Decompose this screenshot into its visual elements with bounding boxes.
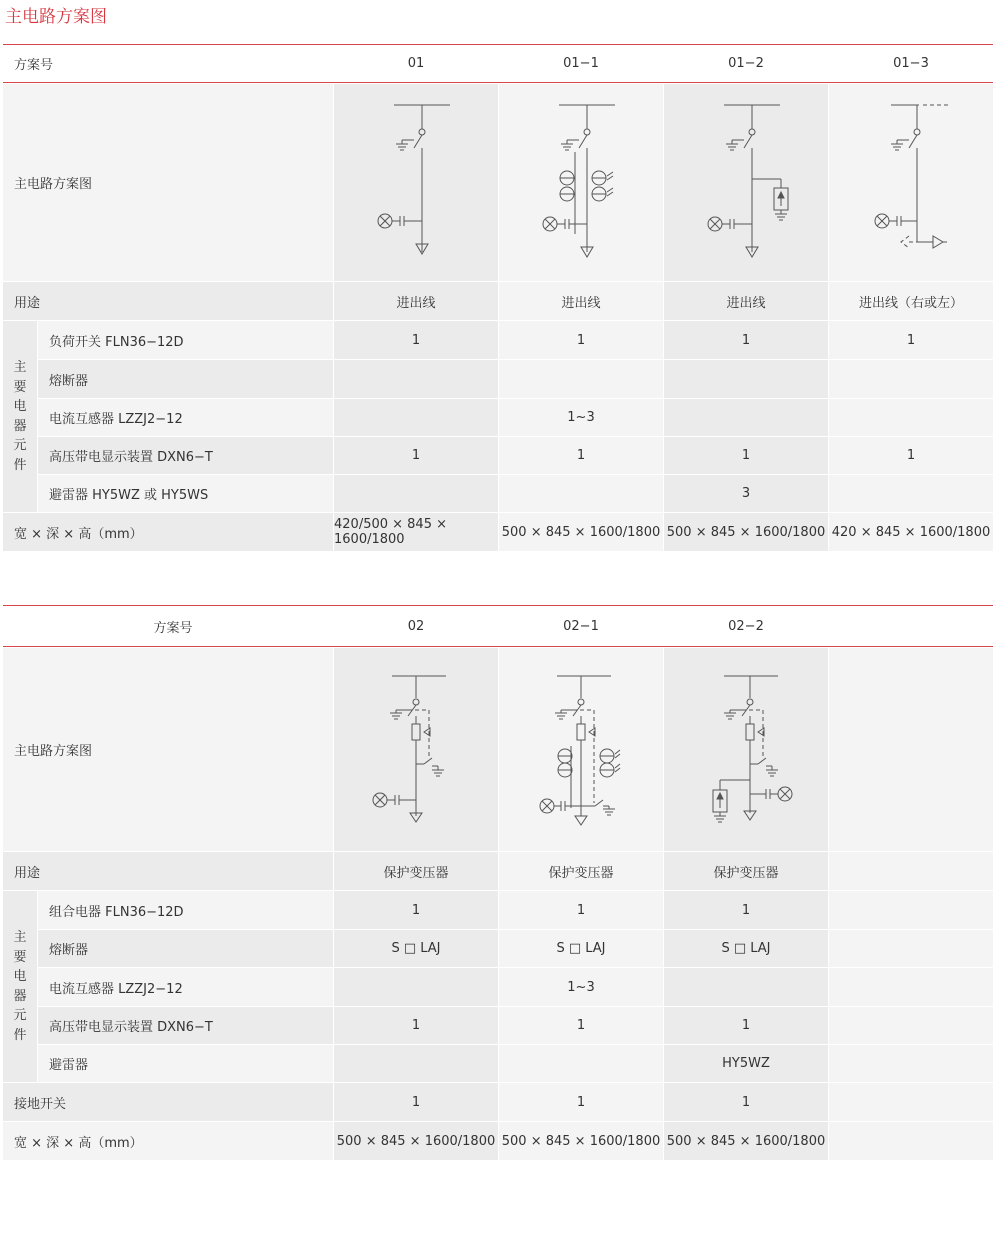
size-value: 500 × 845 × 1600/1800 xyxy=(664,1122,828,1160)
component-name: 避雷器 xyxy=(38,1045,333,1082)
component-row xyxy=(3,475,993,512)
circuit-diagram-01-1 xyxy=(499,84,663,281)
scheme-number: 02 xyxy=(407,618,425,634)
size-value xyxy=(829,1122,993,1160)
component-row xyxy=(3,1045,993,1082)
component-value: 1 xyxy=(664,437,828,474)
component-value: 1~3 xyxy=(499,968,663,1006)
component-group-label: 主要电器元件 xyxy=(3,321,37,512)
component-value: 1 xyxy=(334,1007,498,1044)
component-value xyxy=(664,399,828,436)
component-value xyxy=(334,968,498,1006)
component-row xyxy=(3,968,993,1006)
component-name: 电流互感器 LZZJ2−12 xyxy=(38,399,333,436)
component-name: 熔断器 xyxy=(38,930,333,967)
component-value: 1 xyxy=(499,437,663,474)
usage-row xyxy=(3,852,993,890)
component-value: 1~3 xyxy=(499,399,663,436)
circuit-diagram-02-2 xyxy=(664,648,828,851)
component-value xyxy=(829,1045,993,1082)
circuit-diagram-01-3 xyxy=(829,84,993,281)
earth-switch-row xyxy=(3,1083,993,1121)
component-value xyxy=(334,1045,498,1082)
component-value: 1 xyxy=(334,891,498,929)
component-value xyxy=(499,1045,663,1082)
earth-switch-value xyxy=(829,1083,993,1121)
component-value: 1 xyxy=(499,321,663,359)
component-value xyxy=(334,475,498,512)
component-value xyxy=(829,475,993,512)
component-group-label: 主要电器元件 xyxy=(3,891,37,1082)
circuit-diagram-02 xyxy=(334,648,498,851)
component-row xyxy=(3,1007,993,1044)
size-value: 420 × 845 × 1600/1800 xyxy=(829,513,993,551)
size-value: 500 × 845 × 1600/1800 xyxy=(499,513,663,551)
component-name: 电流互感器 LZZJ2−12 xyxy=(38,968,333,1006)
usage-value: 保护变压器 xyxy=(664,852,828,890)
component-value xyxy=(499,475,663,512)
component-value xyxy=(829,930,993,967)
component-name: 高压带电显示装置 DXN6−T xyxy=(38,1007,333,1044)
component-value xyxy=(664,968,828,1006)
scheme-number: 02−2 xyxy=(728,618,764,634)
size-row-label: 宽 × 深 × 高（mm） xyxy=(3,1122,333,1160)
component-value: 1 xyxy=(829,321,993,359)
component-name: 负荷开关 FLN36−12D xyxy=(38,321,333,359)
scheme-number: 01 xyxy=(407,56,425,71)
component-value: 1 xyxy=(334,321,498,359)
component-value: S □ LAJ xyxy=(664,930,828,967)
earth-switch-label: 接地开关 xyxy=(3,1083,333,1121)
component-name: 组合电器 FLN36−12D xyxy=(38,891,333,929)
scheme-header-label: 方案号 xyxy=(14,58,54,73)
size-value: 500 × 845 × 1600/1800 xyxy=(334,1122,498,1160)
diagram-row-label: 主电路方案图 xyxy=(3,84,333,281)
component-value xyxy=(829,891,993,929)
scheme-number: 01−3 xyxy=(893,56,929,71)
page-title: 主电路方案图 xyxy=(5,7,107,27)
component-value: S □ LAJ xyxy=(499,930,663,967)
diagram-row xyxy=(3,84,993,281)
header-divider xyxy=(3,646,993,647)
diagram-row-label: 主电路方案图 xyxy=(3,648,333,851)
usage-row-label: 用途 xyxy=(3,852,333,890)
scheme-number: 01−1 xyxy=(563,56,599,71)
circuit-diagram-01-2 xyxy=(664,84,828,281)
component-value: 1 xyxy=(829,437,993,474)
size-value: 420/500 × 845 × 1600/1800 xyxy=(334,513,498,551)
diagram-row xyxy=(3,648,993,851)
usage-value: 进出线 xyxy=(499,282,663,320)
component-row xyxy=(3,891,993,929)
usage-value: 进出线 xyxy=(664,282,828,320)
component-row xyxy=(3,930,993,967)
component-row xyxy=(3,399,993,436)
component-name: 高压带电显示装置 DXN6−T xyxy=(38,437,333,474)
size-row-label: 宽 × 深 × 高（mm） xyxy=(3,513,333,551)
component-row xyxy=(3,360,993,398)
component-value xyxy=(829,968,993,1006)
component-row xyxy=(3,321,993,359)
component-value xyxy=(664,360,828,398)
scheme-number: 02−1 xyxy=(563,618,599,634)
circuit-diagram-02-1 xyxy=(499,648,663,851)
component-value: 3 xyxy=(664,475,828,512)
scheme-number: 01−2 xyxy=(728,56,764,71)
component-value xyxy=(334,399,498,436)
scheme-table-1 xyxy=(3,44,993,552)
usage-row xyxy=(3,282,993,320)
circuit-diagram-empty xyxy=(829,648,993,851)
usage-value: 进出线 xyxy=(334,282,498,320)
scheme-header-label: 方案号 xyxy=(153,620,193,636)
scheme-number xyxy=(829,606,993,646)
component-value xyxy=(829,1007,993,1044)
component-value: 1 xyxy=(664,891,828,929)
component-value xyxy=(499,360,663,398)
size-value: 500 × 845 × 1600/1800 xyxy=(499,1122,663,1160)
usage-value: 保护变压器 xyxy=(499,852,663,890)
component-value: HY5WZ xyxy=(664,1045,828,1082)
usage-value xyxy=(829,852,993,890)
usage-value: 保护变压器 xyxy=(334,852,498,890)
earth-switch-value: 1 xyxy=(499,1083,663,1121)
scheme-header-row xyxy=(3,45,993,82)
size-value: 500 × 845 × 1600/1800 xyxy=(664,513,828,551)
size-row xyxy=(3,513,993,551)
size-row xyxy=(3,1122,993,1160)
scheme-header-row xyxy=(3,606,993,646)
component-value: S □ LAJ xyxy=(334,930,498,967)
component-value xyxy=(829,360,993,398)
usage-row-label: 用途 xyxy=(3,282,333,320)
component-value xyxy=(334,360,498,398)
component-value: 1 xyxy=(664,1007,828,1044)
component-row xyxy=(3,437,993,474)
usage-value: 进出线（右或左） xyxy=(829,282,993,320)
circuit-diagram-01 xyxy=(334,84,498,281)
earth-switch-value: 1 xyxy=(334,1083,498,1121)
component-value xyxy=(829,399,993,436)
scheme-table-2 xyxy=(3,605,993,1161)
component-name: 避雷器 HY5WZ 或 HY5WS xyxy=(38,475,333,512)
component-name: 熔断器 xyxy=(38,360,333,398)
earth-switch-value: 1 xyxy=(664,1083,828,1121)
component-value: 1 xyxy=(664,321,828,359)
component-value: 1 xyxy=(499,891,663,929)
component-value: 1 xyxy=(334,437,498,474)
component-value: 1 xyxy=(499,1007,663,1044)
header-divider xyxy=(3,82,993,83)
